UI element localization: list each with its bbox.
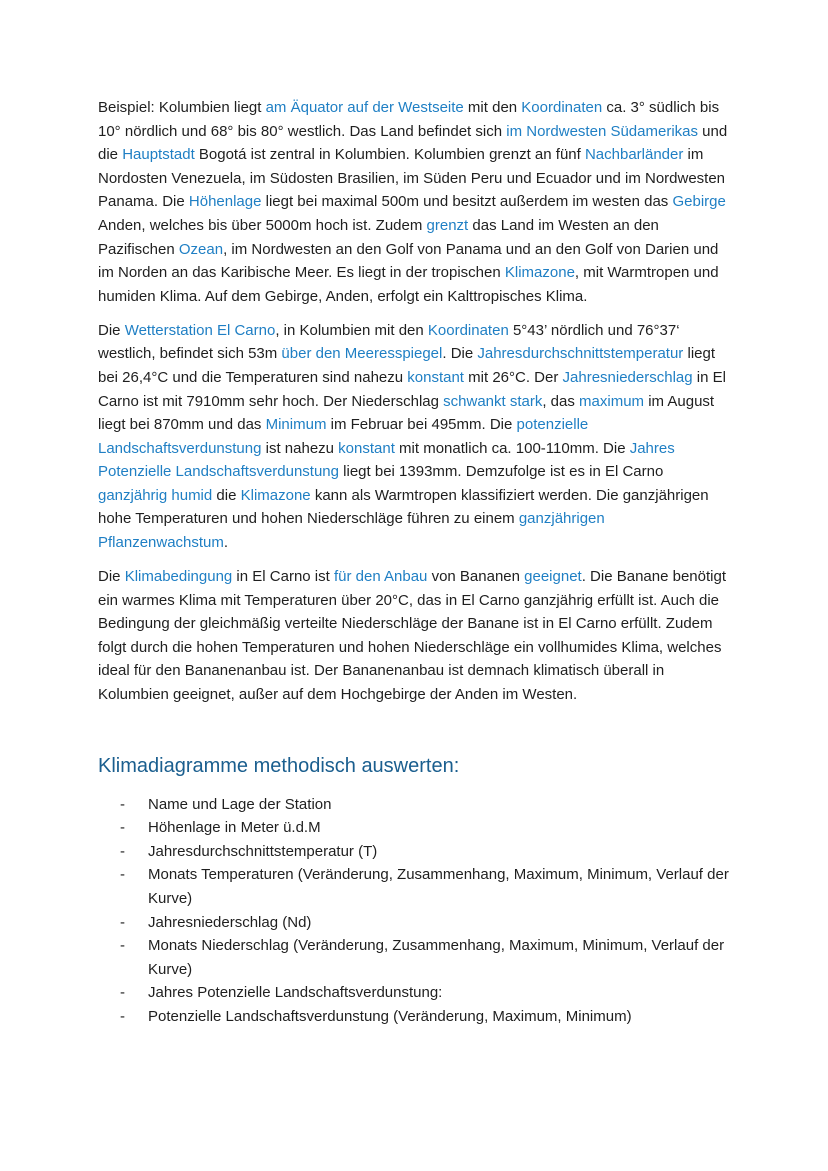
highlighted-term: maximum [579, 392, 645, 410]
checklist-item-text: Jahresniederschlag (Nd) [148, 913, 312, 931]
checklist-item-text: Potenzielle Landschaftsverdunstung (Veränderung, Maximum, Minimum) [148, 1007, 632, 1025]
text-segment: und die [98, 122, 728, 164]
text-segment: 5°43’ nördlich und 76°37‘ westlich, befindet sich 53m [98, 321, 680, 363]
list-dash-marker: - [120, 984, 125, 1002]
list-dash-marker: - [120, 1007, 125, 1025]
highlighted-term: Gebirge [672, 193, 726, 211]
highlighted-term: über den Meeresspiegel [281, 345, 443, 363]
list-dash-marker: - [120, 937, 125, 955]
section-heading: Klimadiagramme methodisch auswerten: [98, 754, 460, 777]
highlighted-term: Koordinaten [427, 321, 509, 339]
checklist-item [120, 863, 730, 910]
checklist-item [120, 911, 730, 935]
checklist-item-text: Jahres Potenzielle Landschaftsverdunstung: [148, 984, 443, 1002]
text-segment: . [223, 534, 229, 552]
checklist-item-text: Jahresdurchschnittstemperatur (T) [148, 842, 378, 860]
highlighted-term: Klimabedingung [124, 568, 233, 586]
checklist-item [120, 934, 730, 981]
highlighted-term: Jahresdurchschnittstemperatur [477, 345, 684, 363]
text-segment: Anden, welches bis über 5000m hoch ist. Zudem [98, 216, 427, 234]
list-dash-marker: - [120, 819, 125, 837]
checklist-item-text: Monats Temperaturen (Veränderung, Zusammenhang, Maximum, Minimum, Verlauf der Kurve) [148, 866, 729, 907]
text-segment: . Die Banane benötigt ein warmes Klima mit Temperaturen über 20°C, das in El Carno ganzjährig erfüllt ist. Auch die Bedingung der gleichmäßig verteilte Niederschläge der Banane ist in El Carno erfüllt. Zudem folgt durch die hohen Temperaturen und hohen Niederschläge ein vollhumides Klima, welches ideal für den Bananenanbau ist. Der Bananenanbau ist demnach klimatisch überall in Kolumbien geeignet, außer auf dem Hochgebirge der Anden im Westen. [98, 568, 726, 704]
highlighted-term: im Nordwesten Südamerikas [506, 122, 698, 140]
checklist-item-text: Monats Niederschlag (Veränderung, Zusammenhang, Maximum, Minimum, Verlauf der Kurve) [148, 937, 725, 978]
text-segment: , das [542, 392, 580, 410]
text-segment: in El Carno ist mit 7910mm sehr hoch. Der Niederschlag [98, 368, 726, 410]
text-segment: die [212, 486, 241, 504]
list-dash-marker: - [120, 795, 125, 813]
text-segment: im Nordosten Venezuela, im Südosten Brasilien, im Süden Peru und Ecuador und im Nordwesten Panama. Die [98, 146, 726, 211]
checklist-item [120, 981, 730, 1005]
checklist-item [120, 816, 730, 840]
highlighted-term: Klimazone [240, 486, 311, 504]
highlighted-term: Wetterstation El Carno [124, 321, 276, 339]
highlighted-term: Hauptstadt [122, 146, 195, 164]
text-segment: Bogotá ist zentral in Kolumbien. Kolumbien grenzt an fünf [194, 146, 585, 164]
highlighted-term: schwankt stark [443, 392, 543, 410]
text-segment: mit 26°C. Der [463, 368, 563, 386]
text-segment: das Land im Westen an den Pazifischen [98, 216, 659, 258]
paragraph [98, 96, 730, 308]
highlighted-term: konstant [338, 439, 395, 457]
highlighted-term: Klimazone [504, 264, 575, 282]
text-segment: Die [98, 321, 125, 339]
document-page [98, 96, 730, 1029]
text-segment: im Februar bei 495mm. Die [326, 416, 517, 434]
text-segment: liegt bei 26,4°C und die Temperaturen sind nahezu [98, 345, 715, 386]
highlighted-term: geeignet [524, 568, 582, 586]
body-text [98, 96, 730, 707]
list-dash-marker: - [120, 842, 125, 860]
highlighted-term: ganzjährigen Pflanzenwachstum [98, 510, 605, 552]
text-segment: Die [98, 568, 125, 586]
highlighted-term: am Äquator auf der Westseite [265, 99, 464, 116]
text-segment: in El Carno ist [232, 568, 334, 586]
checklist-item-text: Name und Lage der Station [148, 795, 332, 813]
checklist-item-text: Höhenlage in Meter ü.d.M [148, 819, 321, 837]
text-segment: . Die [442, 345, 478, 363]
highlighted-term: Koordinaten [521, 99, 603, 116]
text-segment: ca. 3° südlich bis 10° nördlich und 68° bis 80° westlich. Das Land befindet sich [98, 99, 720, 140]
highlighted-term: Jahres Potenzielle Landschaftsverdunstung [98, 439, 675, 481]
text-segment: , mit Warmtropen und humiden Klima. Auf dem Gebirge, Anden, erfolgt ein Kalttropisches Klima. [98, 264, 719, 305]
text-segment: , im Nordwesten an den Golf von Panama und an den Golf von Darien und im Norden an das Karibische Meer. Es liegt in der tropischen [98, 240, 719, 282]
highlighted-term: Minimum [265, 416, 327, 434]
text-segment: Beispiel: Kolumbien liegt [98, 99, 266, 116]
list-dash-marker: - [120, 913, 125, 931]
text-segment: mit den [463, 99, 522, 116]
highlighted-term: ganzjährig humid [98, 486, 213, 504]
highlighted-term: für den Anbau [333, 568, 428, 586]
highlighted-term: grenzt [426, 216, 469, 234]
paragraph [98, 565, 730, 707]
checklist-item [120, 1005, 730, 1029]
paragraph [98, 319, 730, 555]
highlighted-term: Nachbarländer [584, 146, 684, 164]
text-segment: kann als Warmtropen klassifiziert werden. Die ganzjährigen hohe Temperaturen und hohen Niederschläge führen zu einem [98, 486, 709, 528]
text-segment: liegt bei 1393mm. Demzufolge ist es in El Carno [339, 463, 664, 481]
checklist-item [120, 793, 730, 817]
highlighted-term: Jahresniederschlag [562, 368, 693, 386]
text-segment: ist nahezu [261, 439, 339, 457]
highlighted-term: potenzielle Landschaftsverdunstung [98, 416, 589, 457]
checklist-item [120, 840, 730, 864]
text-segment: , in Kolumbien mit den [275, 321, 428, 339]
text-segment: im August liegt bei 870mm und das [98, 392, 715, 434]
text-segment: mit monatlich ca. 100-110mm. Die [394, 439, 630, 457]
text-segment: von Bananen [427, 568, 525, 586]
text-segment: liegt bei maximal 500m und besitzt außerdem im westen das [261, 193, 673, 211]
highlighted-term: Höhenlage [188, 193, 262, 211]
list-dash-marker: - [120, 866, 125, 884]
evaluation-checklist [98, 793, 730, 1029]
highlighted-term: Ozean [178, 240, 224, 258]
highlighted-term: konstant [407, 368, 464, 386]
